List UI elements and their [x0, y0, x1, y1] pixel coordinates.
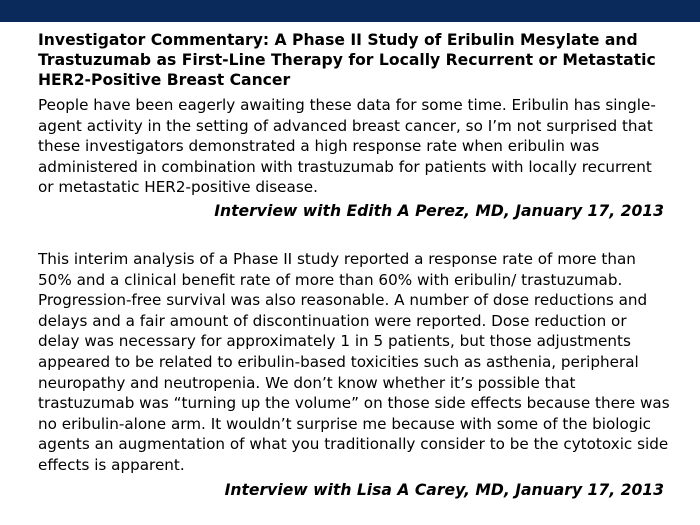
slide-content: [38, 30, 670, 500]
commentary-block-carey: [38, 249, 670, 500]
commentary-block-perez: [38, 95, 670, 221]
slide-title: Investigator Commentary: A Phase II Study of Eribulin Mesylate and Trastuzumab as First-Line Therapy for Locally Recurrent or Metastatic HER2-Positive Breast Cancer: [38, 31, 656, 89]
header-bar: [0, 0, 700, 22]
commentary-text: This interim analysis of a Phase II study reported a response rate of more than 50% and a clinical benefit rate of more than 60% with eribulin/ trastuzumab. Progression-free survival was also reasonable. A number of dose reductions and delays and a fair amount of discontinuation were reported. Dose reduction or delay was necessary for approximately 1 in 5 patients, but those adjustments appeared to be related to eribulin-based toxicities such as asthenia, peripheral neuropathy and neutropenia. We don’t know whether it’s possible that trastuzumab was “turning up the volume” on those side effects because there was no eribulin-alone arm. It wouldn’t surprise me because with some of the biologic agents an augmentation of what you traditionally consider to be the cytotoxic side effects is apparent.: [38, 249, 670, 474]
commentary-attribution: Interview with Edith A Perez, MD, January 17, 2013: [214, 201, 664, 220]
commentary-attribution: Interview with Lisa A Carey, MD, January 17, 2013: [224, 480, 664, 499]
commentary-text: People have been eagerly awaiting these data for some time. Eribulin has single-agent activity in the setting of advanced breast cancer, so I’m not surprised that these investigators demonstrated a high response rate when eribulin was administered in combination with trastuzumab for patients with locally recurrent or metastatic HER2-positive disease.: [38, 96, 656, 197]
